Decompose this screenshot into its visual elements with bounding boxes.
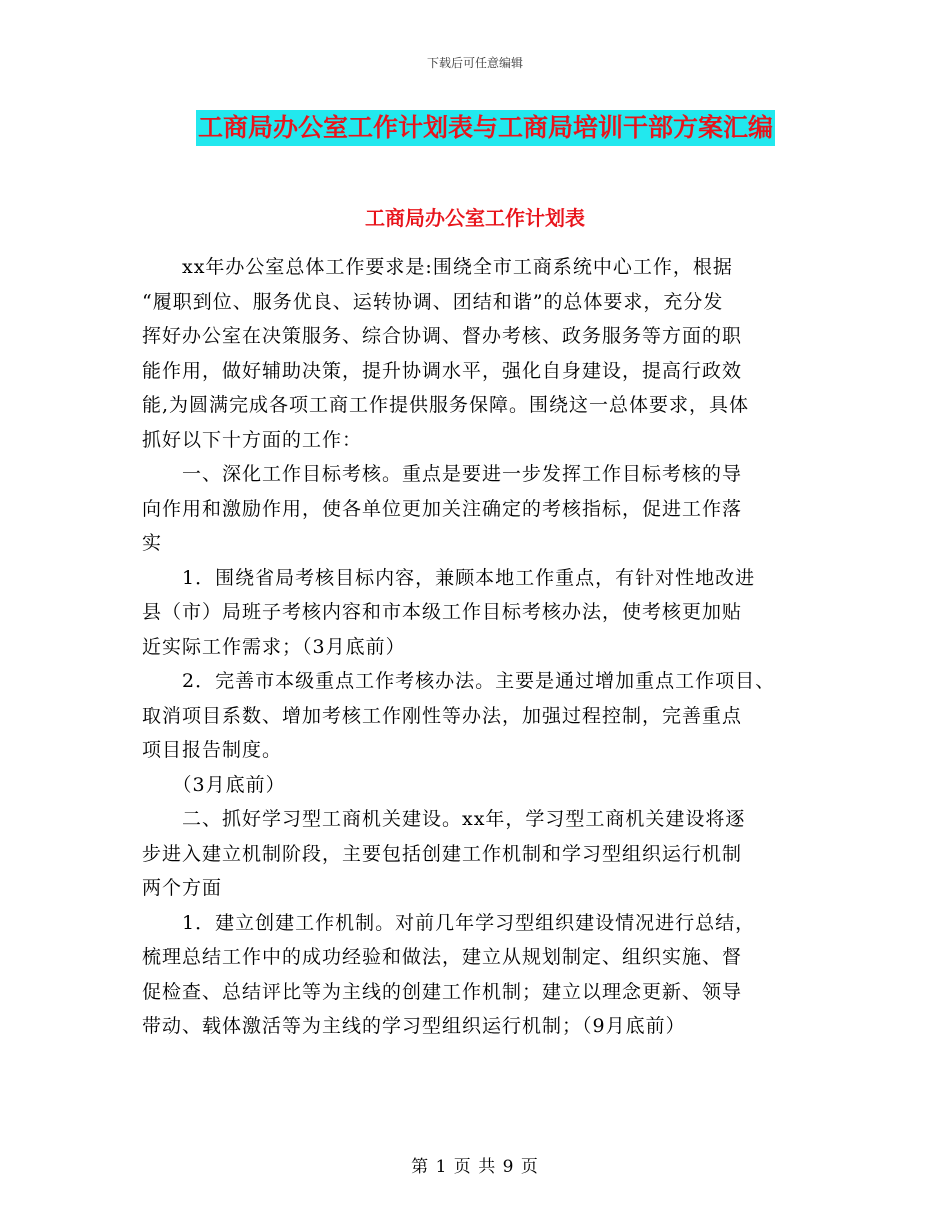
text-line: 抓好以下十方面的工作：	[142, 428, 363, 451]
text-line: 县（市）局班子考核内容和市本级工作目标考核办法，使考核更加贴	[142, 601, 743, 623]
text-line: 促检查、总结评比等为主线的创建工作机制；建立以理念更新、领导	[142, 980, 743, 1003]
text-line: 能作用，做好辅助决策，提升协调水平，强化自身建设，提高行政效	[142, 359, 743, 382]
text-line: 一、深化工作目标考核。重点是要进一步发挥工作目标考核的导	[142, 463, 743, 485]
paragraph	[142, 768, 822, 803]
document-body	[142, 250, 822, 1044]
text-line: 二、抓好学习型工商机关建设。xx年，学习型工商机关建设将逐	[142, 808, 746, 830]
paragraph	[142, 802, 822, 906]
paragraph	[142, 906, 822, 1044]
paragraph	[142, 561, 822, 665]
text-line: 带动、载体激活等为主线的学习型组织运行机制；（9月底前）	[142, 1015, 686, 1037]
text-line: 能,为圆满完成各项工商工作提供服务保障。围绕这一总体要求，具体	[142, 394, 750, 416]
header-note: 下载后可任意编辑	[426, 56, 523, 70]
paragraph	[142, 250, 822, 457]
page-footer: 第 1 页 共 9 页	[411, 1157, 539, 1177]
text-line: 近实际工作需求；（3月底前）	[142, 635, 406, 658]
text-line: 1．建立创建工作机制。对前几年学习型组织建设情况进行总结，	[142, 911, 756, 934]
text-line: xx年办公室总体工作要求是:围绕全市工商系统中心工作，根据	[142, 256, 733, 278]
section-title: 工商局办公室工作计划表	[365, 206, 585, 230]
text-line: （3月底前）	[142, 773, 286, 796]
text-line: “履职到位、服务优良、运转协调、团结和谐”的总体要求，充分发	[142, 290, 724, 313]
paragraph	[142, 664, 822, 768]
text-line: 2．完善市本级重点工作考核办法。主要是通过增加重点工作项目、	[142, 670, 776, 692]
text-line: 步进入建立机制阶段，主要包括创建工作机制和学习型组织运行机制	[142, 842, 743, 865]
text-line: 梳理总结工作中的成功经验和做法，建立从规划制定、组织实施、督	[142, 946, 743, 968]
paragraph	[142, 457, 822, 561]
text-line: 1．围绕省局考核目标内容，兼顾本地工作重点，有针对性地改进	[142, 566, 756, 589]
text-line: 实	[142, 532, 163, 554]
text-line: 取消项目系数、增加考核工作刚性等办法，加强过程控制，完善重点	[142, 704, 743, 727]
document-title: 工商局办公室工作计划表与工商局培训干部方案汇编	[196, 110, 775, 146]
text-line: 向作用和激励作用，使各单位更加关注确定的考核指标，促进工作落	[142, 497, 743, 520]
text-line: 挥好办公室在决策服务、综合协调、督办考核、政务服务等方面的职	[142, 325, 743, 347]
text-line: 两个方面	[142, 877, 223, 899]
text-line: 项目报告制度。	[142, 739, 283, 761]
